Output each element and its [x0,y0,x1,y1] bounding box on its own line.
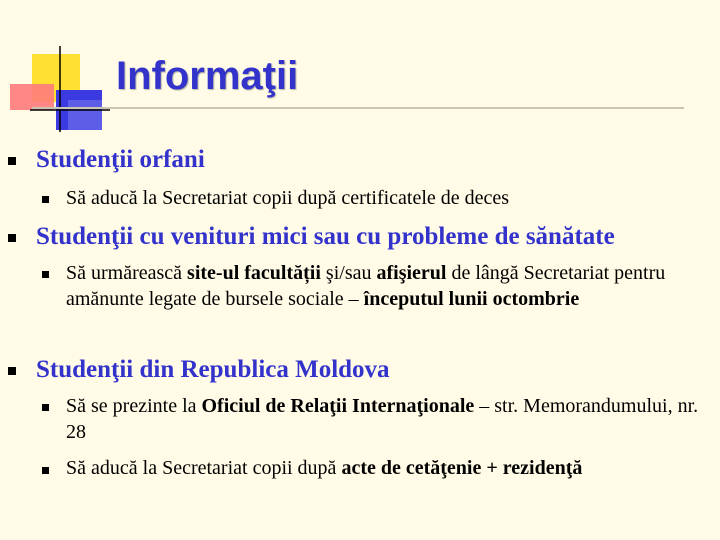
bullet-marker [42,271,49,278]
section-heading-orphans: Studenţii orfani [36,146,205,173]
slide-title: Informaţii [116,54,299,98]
bullet-low-income-info: Să urmărească site-ul facultății şi/sau afişierul de lângă Secretariat pentru amănunte legate de bursele sociale – începutul lunii octombrie [66,262,666,310]
bullet-marker [8,367,16,375]
bullet-marker [8,234,16,242]
deco-blue-square-inner [68,100,102,130]
bullet-moldova-office: Să se prezinte la Oficiul de Relaţii Internaţionale – str. Memorandumului, nr. 28 [66,395,699,443]
title-divider [32,107,684,109]
bullet-marker [42,404,49,411]
decorative-squares-logo [0,0,130,150]
bullet-marker [42,196,49,203]
bullet-marker [42,467,49,474]
bullet-orphans-documents: Să aducă la Secretariat copii după certificatele de deces [66,187,510,209]
section-heading-low-income: Studenţii cu venituri mici sau cu probleme de sănătate [36,223,615,250]
section-heading-moldova: Studenţii din Republica Moldova [36,356,390,383]
bullet-moldova-documents: Să aducă la Secretariat copii după acte de cetăţenie + rezidenţă [66,457,583,479]
bullet-marker [8,157,16,165]
